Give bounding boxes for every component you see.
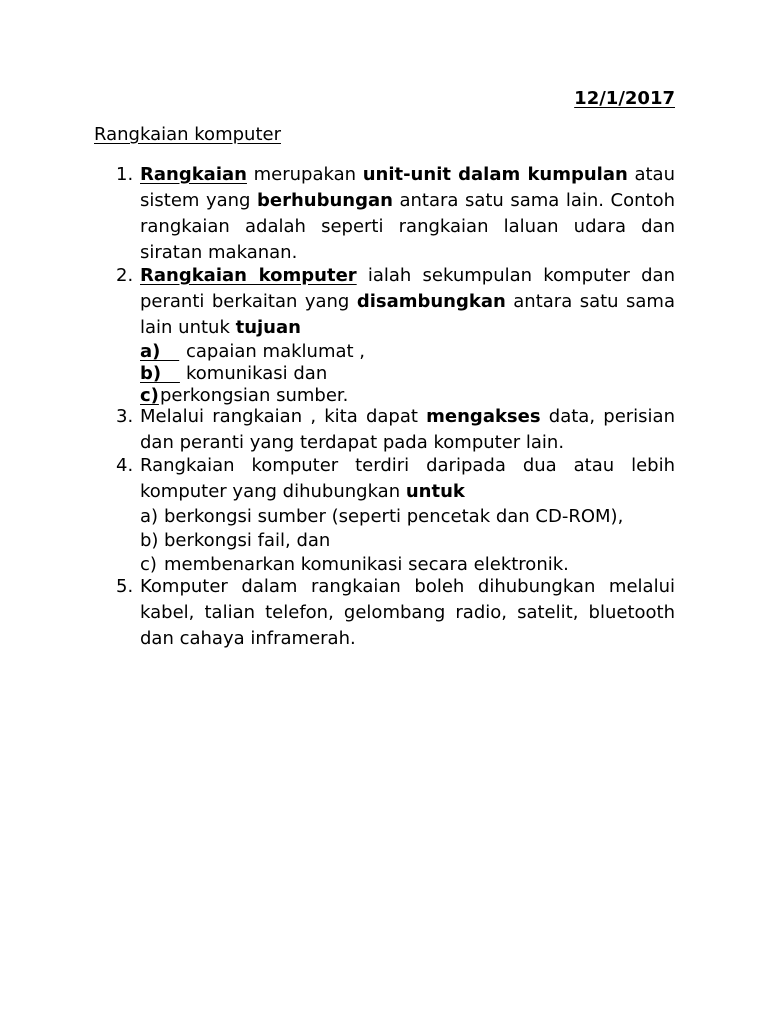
sub-list xyxy=(140,341,675,407)
text-segment: Melalui rangkaian , kita dapat xyxy=(140,406,427,427)
document-title: Rangkaian komputer xyxy=(94,124,281,145)
sub-item xyxy=(140,341,675,363)
sub-item-label: a) xyxy=(140,341,180,362)
term-tujuan: tujuan xyxy=(235,317,301,338)
sub-item xyxy=(140,505,675,529)
list-item-5 xyxy=(116,574,675,652)
list-number: 4. xyxy=(116,455,134,476)
term-disambungkan: disambungkan xyxy=(356,291,506,312)
text-segment: antara satu sama lain. Contoh rangkaian adalah seperti rangkaian laluan udara dan siratan makanan. xyxy=(140,190,675,263)
text-segment: Rangkaian komputer terdiri daripada dua atau lebih komputer yang dihubungkan xyxy=(140,455,675,502)
sub-item-text: komunikasi dan xyxy=(186,363,328,384)
sub-item-text: membenarkan komunikasi secara elektronik. xyxy=(164,554,569,575)
text-segment: data, perisian dan peranti yang terdapat pada komputer lain. xyxy=(140,406,675,453)
term-rangkaian-komputer: Rangkaian komputer xyxy=(140,265,357,286)
list-number: 3. xyxy=(116,406,134,427)
list-item-text xyxy=(140,404,675,456)
sub-item xyxy=(140,529,675,553)
text-segment: atau sistem yang xyxy=(140,164,675,211)
numbered-list xyxy=(116,162,675,649)
sub-item-text: berkongsi fail, dan xyxy=(164,530,331,551)
sub-item xyxy=(140,363,675,385)
sub-item-label: b) xyxy=(140,363,180,384)
list-item-4 xyxy=(116,453,675,577)
sub-item-text: perkongsian sumber. xyxy=(160,385,349,406)
list-item-2 xyxy=(116,263,675,407)
sub-item-text: berkongsi sumber (seperti pencetak dan CD-ROM), xyxy=(164,506,624,527)
list-number: 2. xyxy=(116,265,134,286)
list-item-text: Komputer dalam rangkaian boleh dihubungkan melalui kabel, talian telefon, gelombang radio, satelit, bluetooth dan cahaya inframerah. xyxy=(140,576,675,649)
list-number: 5. xyxy=(116,576,134,597)
document-date: 12/1/2017 xyxy=(574,88,675,109)
sub-item-label: c) xyxy=(140,385,159,406)
list-item-text xyxy=(140,162,675,266)
list-item-text xyxy=(140,453,675,505)
term-untuk: untuk xyxy=(405,481,465,502)
sub-item-label: a) xyxy=(140,506,159,527)
term-berhubungan: berhubungan xyxy=(256,190,393,211)
list-number: 1. xyxy=(116,164,134,185)
sub-item-text: capaian maklumat , xyxy=(186,341,366,362)
sub-list xyxy=(140,505,675,577)
list-item-1 xyxy=(116,162,675,266)
term-rangkaian: Rangkaian xyxy=(140,164,247,185)
sub-item-label: c) xyxy=(140,554,157,575)
term-mengakses: mengakses xyxy=(426,406,541,427)
term-unit-unit: unit-unit dalam kumpulan xyxy=(362,164,628,185)
text-segment: ialah sekumpulan komputer dan peranti berkaitan yang xyxy=(140,265,675,312)
text-segment: merupakan xyxy=(246,164,363,185)
list-item-text xyxy=(140,263,675,341)
text-segment: antara satu sama lain untuk xyxy=(140,291,675,338)
sub-item-label: b) xyxy=(140,530,159,551)
list-item-3 xyxy=(116,404,675,456)
